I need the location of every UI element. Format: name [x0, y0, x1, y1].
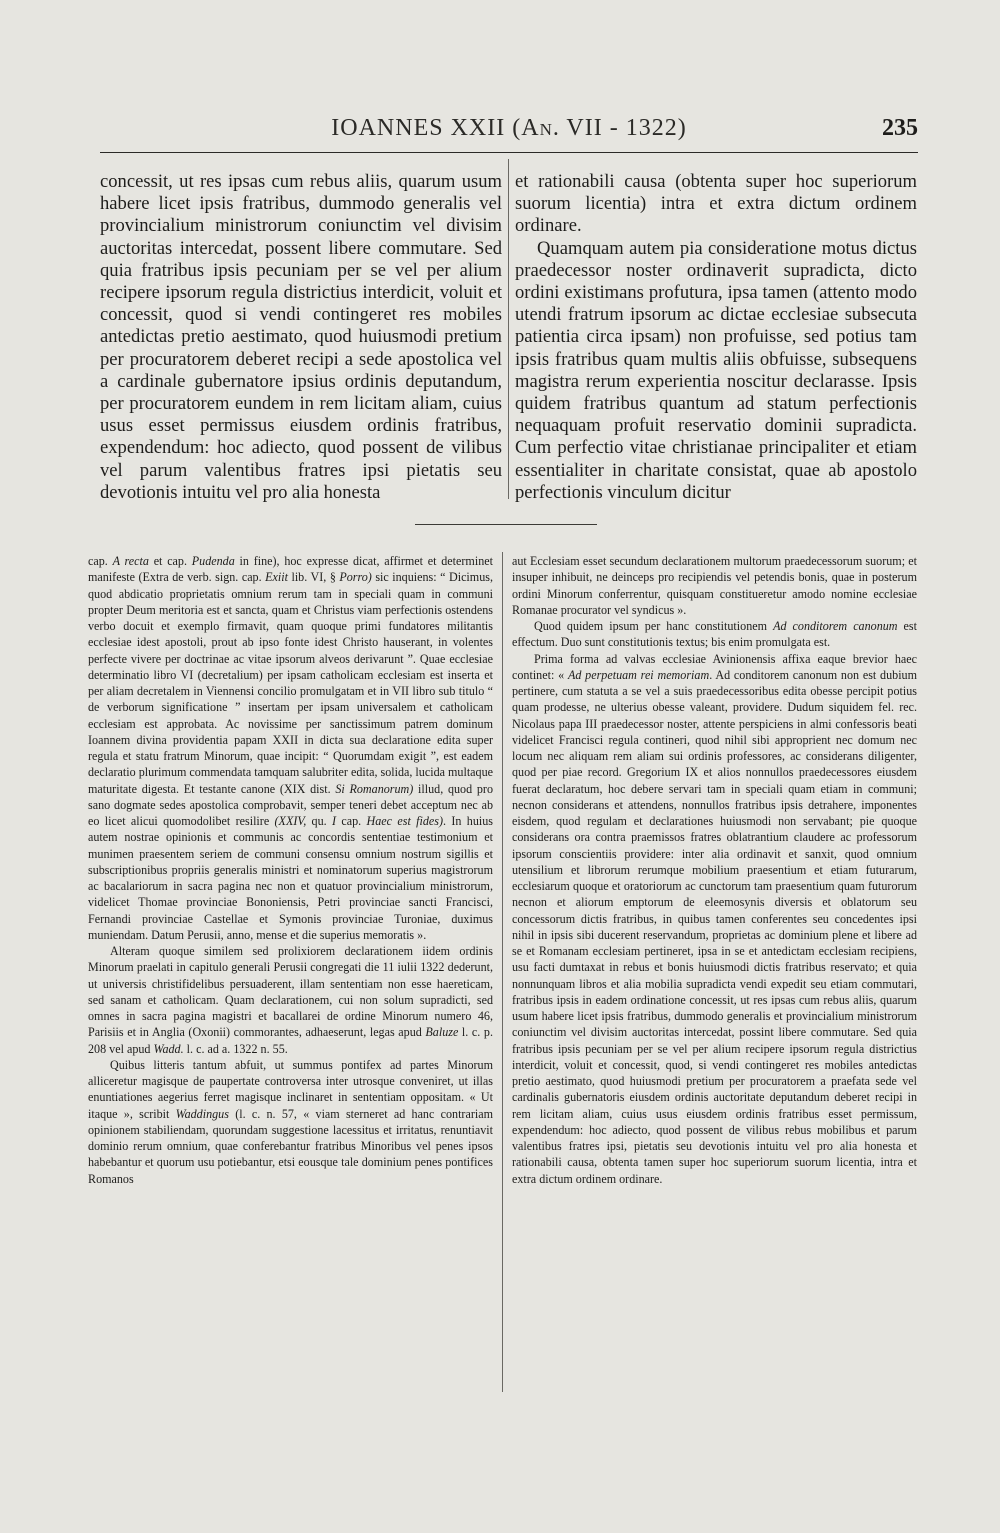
paragraph: Quamquam autem pia consideratione motus dictus praedecessor noster ordinaverit supradicta, dicto ordini existimans profutura, ipsa tamen (attento modo utendi fratrum ipsorum ac dictae ecclesiae subsecuta patientia circa ipsam) non profuisse, sed potius tam ipsis fratribus quam multis aliis obfuisse, subsequens magistra rerum experientia noscitur declarasse. Ipsis quidem fratribus quantum ad statum perfectionis nequaquam profuit reservatio dominii supradicta. Cum perfectio vitae christianae principaliter et etiam essentialiter in charitate consistat, quae ab apostolo perfectionis vinculum dicitur	[515, 237, 917, 503]
paragraph: et rationabili causa (obtenta super hoc superiorum suorum licentia) intra et extra dictum ordinem ordinare.	[515, 171, 917, 237]
paragraph: Quibus litteris tantum abfuit, ut summus pontifex ad partes Minorum alliceretur magisque de paupertate controversa inter utrosque conveniret, ut illas enuntiationes aegerius ferret magisque inclinaret in sententiam oppositam. « Ut itaque », scribit Waddingus (l. c. n. 57, « viam sterneret ad hanc contrariam opinionem stabiliendam, quorundam suggestione lacessitus et irritatus, renuntiavit dominio rerum omnium, quae conferebantur fratribus Minoribus vel penes ipsos habebantur et quorum usu potiebantur, etsi eousque tale dominium penes pontifices Romanos	[88, 1057, 493, 1186]
title-main: IOANNES XXII (A	[331, 115, 540, 141]
notes-right-column	[512, 553, 917, 1187]
column-divider-notes	[502, 552, 503, 1392]
column-divider-main	[508, 159, 509, 499]
paragraph: cap. A recta et cap. Pudenda in fine), hoc expresse dicat, affirmet et determinet manifeste (Extra de verb. sign. cap. Exiit lib. VI, § Porro) sic inquiens: “ Dicimus, quod abdicatio proprietatis omnium rerum tam in speciali quam in communi propter Deum meritoria est et sancta, quam et Christus viam perfectionis ostendens verbo docuit et exemplo firmavit, quam quoque primi fundatores militantis ecclesiae idest apostoli, prout ab ipso fonte idest Christo hauserant, in volentes perfecte vivere per doctrinae ac vitae ipsorum alveos derivarunt ”. Quae ecclesiae determinatio libro VI (decretalium) per ipsam catholicam ecclesiam est inserta et per aliam decretalem in Viennensi concilio promulgatam et in VII libro sub titulo “ de verborum significatione ” insertam per ipsam universalem et catholicam ecclesiam est approbata. Ac novissime per sanctissimum patrem dominum Ioannem divina providentia papam XXII in dicta sua declaratione edita super regula et statu fratrum Minorum, quae incipit: “ Quorumdam exigit ”, est eadem declaratio plurimum commendata tamquam salubriter edita, solida, lucida multaque maturitate digesta. Et testante canone (XIX dist. Si Romanorum) illud, quod pro sano dogmate sedes apostolica comprobavit, semper teneri debet acceptum nec ab eo licet alicui quomodolibet resilire (XXIV, qu. I cap. Haec est fides). In huius autem nostrae opinionis et communis ac concordis sententiae testimonium et munimen praesentem seriem de communi consensu omnium nostrum sigillis et subscriptionibus propriis generalis ministri et nominatorum superius magistrorum ac bacalariorum in sacra pagina nec non et quatuor provincialium ministrorum, videlicet Thomae provinciae Bononiensis, Petri provinciae sancti Francisci, Fernandi provinciae Castellae et Symonis provinciae Turoniae, duximus muniendam. Datum Perusii, anno, mense et die superius memoratis ».	[88, 554, 494, 942]
footnote-separator	[415, 524, 597, 525]
paragraph: Quod quidem ipsum per hanc constitutionem Ad conditorem canonum est effectum. Duo sunt constitutionis textus; bis enim promulgata est.	[512, 619, 917, 650]
title-rest: . VII - 1322)	[552, 115, 687, 141]
running-title	[100, 115, 918, 142]
main-text-left-column	[100, 171, 502, 504]
running-header	[100, 112, 918, 153]
title-small-caps: n	[539, 115, 553, 141]
paragraph: concessit, ut res ipsas cum rebus aliis, quarum usum habere licet ipsis fratribus, dummodo generalis vel provincialium ministrorum coniunctim vel divisim auctoritas intercedat, possent libere commutare. Sed quia fratribus ipsis pecuniam per se vel per alium recipere ipsorum regula districtius interdicit, voluit et concessit, quod si vendi contingeret res mobiles antedictas pretio aestimato, quod huiusmodi pretium per procuratorem deberet recipi a sede apostolica vel a cardinale gubernatore ipsius ordinis deputandum, per procuratorem eundem in rem licitam aliam, cuius usus esset permissus eiusdem ordinis fratribus, expendendum: hoc adiecto, quod possent de vilibus vel parum valentibus fratres ipsi pietatis seu devotionis intuitu vel pro alia honesta	[100, 171, 502, 503]
notes-left-column	[88, 553, 493, 1187]
paragraph: Alteram quoque similem sed prolixiorem declarationem iidem ordinis Minorum praelati in capitulo generali Perusii congregati die 11 iulii 1322 dederunt, ut universis christifidelibus persuaderent, illam sententiam non esse haereticam, sed sanam et catholicam. Quam declarationem, cui non solum supradicti, sed omnes in sacra pagina magistri et bacallarei de ordine Minorum numero 46, Parisiis et in Anglia (Oxonii) commorantes, adhaeserunt, legas apud Baluze l. c. p. 208 vel apud Wadd. l. c. ad a. 1322 n. 55.	[88, 944, 493, 1056]
page-number: 235	[882, 115, 918, 141]
paragraph: Prima forma ad valvas ecclesiae Avinionensis affixa eaque brevior haec continet: « Ad perpetuam rei memoriam. Ad conditorem canonum non est dubium pertinere, cum statuta a se vel a suis praedecessoribus edita obesse percipit potius quam prodesse, ne ulterius obesse valeant, providere. Dudum siquidem fel. rec. Nicolaus papa III praedecessor noster, attente perspiciens in almi confessoris beati videlicet Francisci regula contineri, quod nihil sibi approprient nec domum nec locum nec aliquam rem aliam sui ordinis professores, ac considerans diligenter, quod per piae record. Gregorium IX et alios nonnullos praedecessores eiusdem fuerat declaratum, hoc debere servari tam in speciali quam etiam in communi; necnon considerans et attendens, nonnullos fratribus ipsis detrahere, imponentes eisdem, quod regulam et declarationes huiusmodi non servabant; pie quoque considerans ora contra praemissos fratres oblatrantium claudere ac professorum ipsorum conscientiis providere: inter alia ordinavit et sanxit, quod omnium utensilium et librorum rerumque mobilium praesentium et etiam futurarum, ecclesiarum quoque et oratoriorum ac cunctorum tam praesentium quam futurorum necnon et aliorum emptorum de eleemosynis diversis et oblatorum seu concessorum dictis fratribus, in quibus tamen conferentes seu concedentes ipsi nihil in ipsis sibi ducerent reservandum, proprietas ac dominium plene et libere ad se et Romanam ecclesiam pertineret, ipsa in se et antedictam ecclesiam recipiens, usu facti dumtaxat in rebus et bonis huiusmodi dictis fratribus reservato; et quia nonnunquam libros et alia mobilia supradicta vendi expedit seu etiam commutari, fratribus ipsis in eadem ordinatione concessit, ut res ipsas cum rebus aliis, quarum usum habere licet ipsis fratribus, dummodo generalis et provincialium ministrorum coniunctim vel divisim auctoritas intercedat, possint libere commutare. Sed quia fratribus ipsis pecuniam per se vel per alium recipere ipsorum regula districtius interdicit, voluit et concessit, quod, si vendi contingeret res mobiles antedictas pretio aestimato, quod huiusmodi pretium per procuratorem a praefata sede vel cardinalis gubernatoris eiusdem ordinis auctoritate deputandum deberet recipi in rem licitam aliam, cuius usus eiusdem ordinis fratribus esset permissum, expendendum: hoc adiecto, quod possent de vilibus rebus mobilibus et parum valentibus fratres ipsi, pietatis seu devotionis intuitu vel pro alia honesta et rationabili causa, obtenta tamen super hoc superiorum suorum licentia, intra et extra dictum ordinem ordinare.	[512, 651, 918, 1186]
main-text-right-column	[515, 171, 917, 504]
paragraph: aut Ecclesiam esset secundum declarationem multorum praedecessorum suorum; et insuper inhibuit, ne deinceps pro recipiendis vel petendis bonis, quae in posterum ordini Minorum conferrentur, quisquam constitueretur amodo nomine ecclesiae Romanae procurator vel syndicus ».	[512, 554, 917, 617]
